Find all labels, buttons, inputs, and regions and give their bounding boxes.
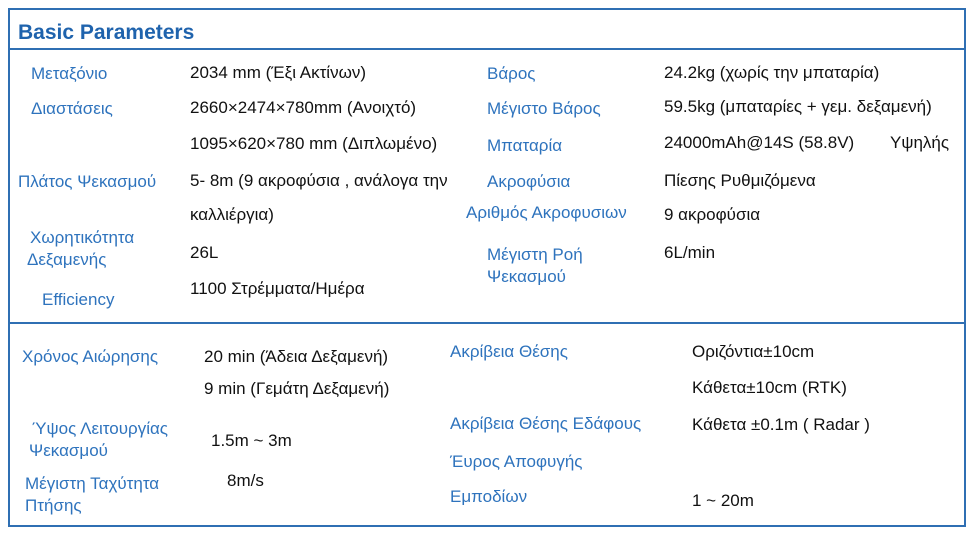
avoidance-range-label-line1: Έυρος Αποφυγής — [450, 452, 583, 471]
tank-capacity-value: 26L — [190, 243, 219, 262]
max-flow-label-line2: Ψεκασμού — [487, 267, 566, 286]
position-accuracy-horizontal: Οριζόντια±10cm — [692, 342, 815, 361]
max-weight-value: 59.5kg (μπαταρίες + γεμ. δεξαμενή) — [664, 97, 932, 116]
nozzle-count-value: 9 ακροφύσια — [664, 205, 761, 224]
section-divider — [10, 322, 964, 324]
spray-height-label-line1: Ύψος Λειτουργίας — [32, 419, 168, 438]
battery-label: Μπαταρία — [487, 136, 563, 155]
position-accuracy-label: Ακρίβεια Θέσης — [450, 342, 568, 361]
weight-label: Βάρος — [487, 64, 536, 83]
max-flow-label-line1: Μέγιστη Ροή — [487, 245, 583, 264]
max-weight-label: Μέγιστο Βάρος — [487, 99, 601, 118]
position-accuracy-vertical: Κάθετα±10cm (RTK) — [692, 378, 847, 397]
dimensions-label: Διαστάσεις — [31, 99, 113, 118]
wheelbase-label: Μεταξόνιο — [31, 64, 108, 83]
spray-width-value-line2: καλλιέργια) — [190, 205, 274, 224]
battery-extra: Υψηλής — [890, 133, 950, 152]
nozzle-count-label: Αριθμός Ακροφυσιων — [466, 203, 627, 222]
battery-value: 24000mAh@14S (58.8V) — [664, 133, 855, 152]
tank-capacity-label-line2: Δεξαμενής — [27, 250, 107, 269]
nozzles-value: Πίεσης Ρυθμιζόμενα — [664, 171, 816, 190]
nozzles-label: Ακροφύσια — [487, 172, 571, 191]
hover-time-full-value: 9 min (Γεμάτη Δεξαμενή) — [204, 379, 390, 398]
efficiency-value: 1100 Στρέμματα/Ημέρα — [190, 279, 365, 298]
hover-time-label: Χρόνος Αιώρησης — [22, 347, 159, 366]
spray-height-label-line2: Ψεκασμού — [29, 441, 108, 460]
weight-value: 24.2kg (χωρίς την μπαταρία) — [664, 63, 880, 82]
efficiency-label: Efficiency — [42, 290, 115, 309]
max-speed-label-line2: Πτήσης — [25, 496, 82, 515]
avoidance-range-value: 1 ~ 20m — [692, 491, 754, 510]
max-speed-label-line1: Μέγιστη Ταχύτητα — [25, 474, 160, 493]
title-divider — [10, 48, 964, 50]
ground-accuracy-value: Κάθετα ±0.1m ( Radar ) — [692, 415, 870, 434]
tank-capacity-label-line1: Χωρητικότητα — [30, 228, 135, 247]
spray-height-value: 1.5m ~ 3m — [211, 431, 292, 450]
max-flow-value: 6L/min — [664, 243, 716, 262]
hover-time-empty-value: 20 min (Άδεια Δεξαμενή) — [204, 347, 389, 366]
title-bar — [10, 10, 964, 48]
avoidance-range-label-line2: Εμποδίων — [450, 487, 528, 506]
page-title: Basic Parameters — [18, 21, 195, 44]
spray-width-label: Πλάτος Ψεκασμού — [18, 172, 157, 191]
wheelbase-value: 2034 mm (Έξι Ακτίνων) — [190, 63, 367, 82]
dimensions-open-value: 2660×2474×780mm (Ανοιχτό) — [190, 98, 417, 117]
ground-accuracy-label: Ακρίβεια Θέσης Εδάφους — [450, 414, 642, 433]
max-speed-value: 8m/s — [227, 471, 264, 490]
spray-width-value-line1: 5- 8m (9 ακροφύσια , ανάλογα την — [190, 171, 448, 190]
dimensions-folded-value: 1095×620×780 mm (Διπλωμένο) — [190, 134, 438, 153]
